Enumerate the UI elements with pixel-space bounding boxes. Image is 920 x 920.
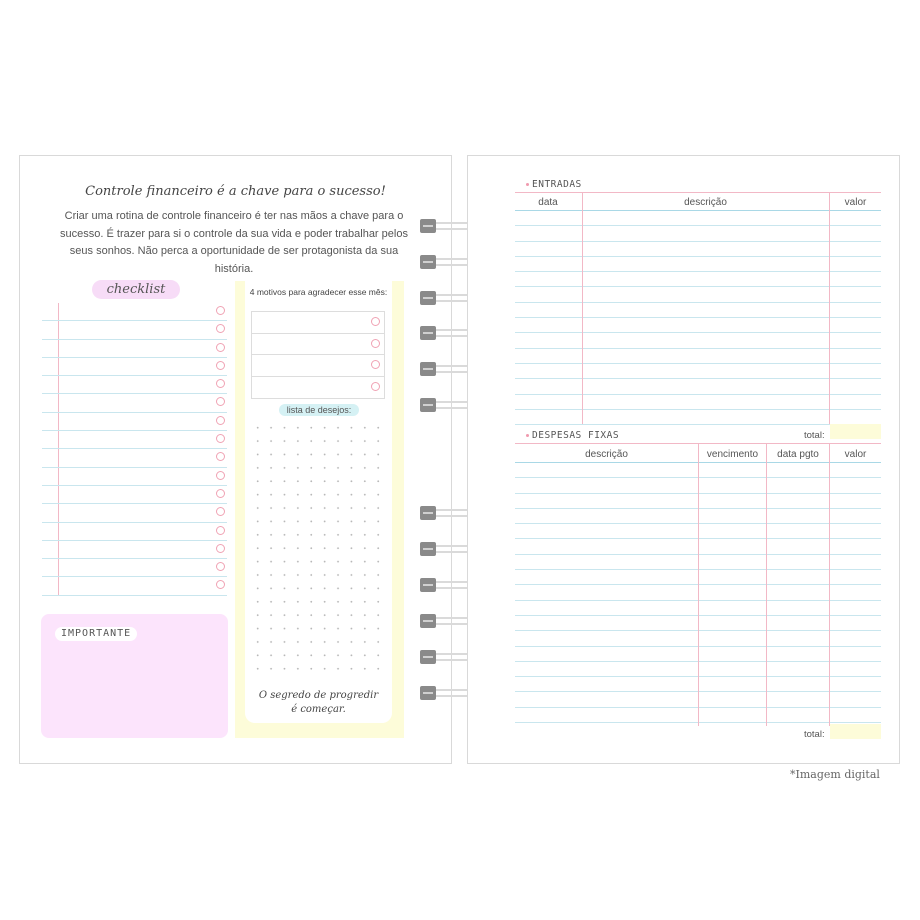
page-title: Controle financeiro é a chave para o sucesso! [85,184,386,199]
checkbox-circle-icon[interactable] [371,317,380,326]
checkbox-circle-icon[interactable] [216,343,225,352]
footnote: *Imagem digital [790,768,880,781]
wishlist-dot-grid [251,421,385,676]
checkbox-circle-icon[interactable] [216,324,225,333]
left-page [19,155,452,764]
important-label: IMPORTANTE [55,627,137,641]
checkbox-circle-icon[interactable] [216,397,225,406]
income-divider-1 [582,192,583,424]
expenses-col-value: valor [844,449,867,460]
quote-line-2: é começar. [291,704,346,715]
checkbox-circle-icon[interactable] [216,580,225,589]
expenses-col-due-date: vencimento [706,449,759,460]
income-rows [515,211,881,425]
income-top-rule [515,192,881,193]
checklist-row[interactable] [42,376,227,394]
checklist-row[interactable] [42,541,227,559]
checkbox-circle-icon[interactable] [216,452,225,461]
checklist-row[interactable] [42,303,227,321]
income-row[interactable] [515,333,881,348]
checklist-row[interactable] [42,413,227,431]
income-col-value: valor [844,197,867,208]
checklist-row[interactable] [42,340,227,358]
income-row[interactable] [515,211,881,226]
checkbox-circle-icon[interactable] [216,471,225,480]
checkbox-circle-icon[interactable] [216,434,225,443]
income-row[interactable] [515,410,881,425]
important-box [41,614,228,738]
income-row[interactable] [515,318,881,333]
income-table [515,192,881,441]
income-total-label: total: [804,430,825,441]
checkbox-circle-icon[interactable] [371,339,380,348]
checklist-row[interactable] [42,577,227,595]
checklist-row[interactable] [42,394,227,412]
checklist-row[interactable] [42,486,227,504]
gratitude-panel [235,281,404,738]
expenses-table [515,443,881,743]
intro-text: Criar uma rotina de controle financeiro é ter nas mãos a chave para o sucesso. É trazer para si o controle da sua vida e poder trabalhar pelos seus sonhos. Não perca a oportunidade de ser protagonista da sua história. [60,210,408,275]
income-row[interactable] [515,287,881,302]
income-row[interactable] [515,395,881,410]
income-row[interactable] [515,349,881,364]
gratitude-card [245,281,392,723]
income-divider-2 [829,192,830,424]
income-total-field[interactable] [830,424,881,439]
checklist-row[interactable] [42,504,227,522]
income-row[interactable] [515,226,881,241]
income-row[interactable] [515,364,881,379]
checkbox-circle-icon[interactable] [216,361,225,370]
reasons-list [251,311,385,399]
income-row[interactable] [515,303,881,318]
checklist-label: checklist [92,280,180,299]
right-page [467,155,900,764]
income-row[interactable] [515,242,881,257]
expenses-divider-2 [766,443,767,726]
checkbox-circle-icon[interactable] [371,360,380,369]
checklist-row[interactable] [42,321,227,339]
checkbox-circle-icon[interactable] [216,562,225,571]
reason-row[interactable] [252,334,384,356]
expenses-divider-1 [698,443,699,726]
checkbox-circle-icon[interactable] [216,489,225,498]
reason-row[interactable] [252,355,384,377]
quote [245,689,392,717]
checklist [42,303,227,596]
reason-row[interactable] [252,312,384,334]
checklist-row[interactable] [42,449,227,467]
checkbox-circle-icon[interactable] [371,382,380,391]
checklist-row[interactable] [42,523,227,541]
income-row[interactable] [515,257,881,272]
checklist-row[interactable] [42,468,227,486]
checkbox-circle-icon[interactable] [216,416,225,425]
expenses-total-label: total: [804,729,825,740]
reason-row[interactable] [252,377,384,399]
expenses-total-field[interactable] [830,724,881,739]
checkbox-circle-icon[interactable] [216,306,225,315]
income-col-description: descrição [684,197,727,208]
checklist-row[interactable] [42,431,227,449]
quote-line-1: O segredo de progredir [258,690,379,701]
income-col-date: data [538,197,558,208]
checkbox-circle-icon[interactable] [216,544,225,553]
reasons-title: 4 motivos para agradecer esse mês: [249,287,388,297]
income-header [515,197,881,211]
expenses-divider-3 [829,443,830,726]
checklist-row[interactable] [42,559,227,577]
checkbox-circle-icon[interactable] [216,526,225,535]
expenses-col-description: descrição [585,449,628,460]
income-row[interactable] [515,272,881,287]
checkbox-circle-icon[interactable] [216,379,225,388]
wishlist-label: lista de desejos: [279,404,359,416]
income-row[interactable] [515,379,881,394]
checkbox-circle-icon[interactable] [216,507,225,516]
checklist-row[interactable] [42,358,227,376]
expenses-col-payment-date: data pgto [777,449,819,460]
income-title: ENTRADAS [526,179,582,190]
expenses-title: DESPESAS FIXAS [526,430,619,441]
